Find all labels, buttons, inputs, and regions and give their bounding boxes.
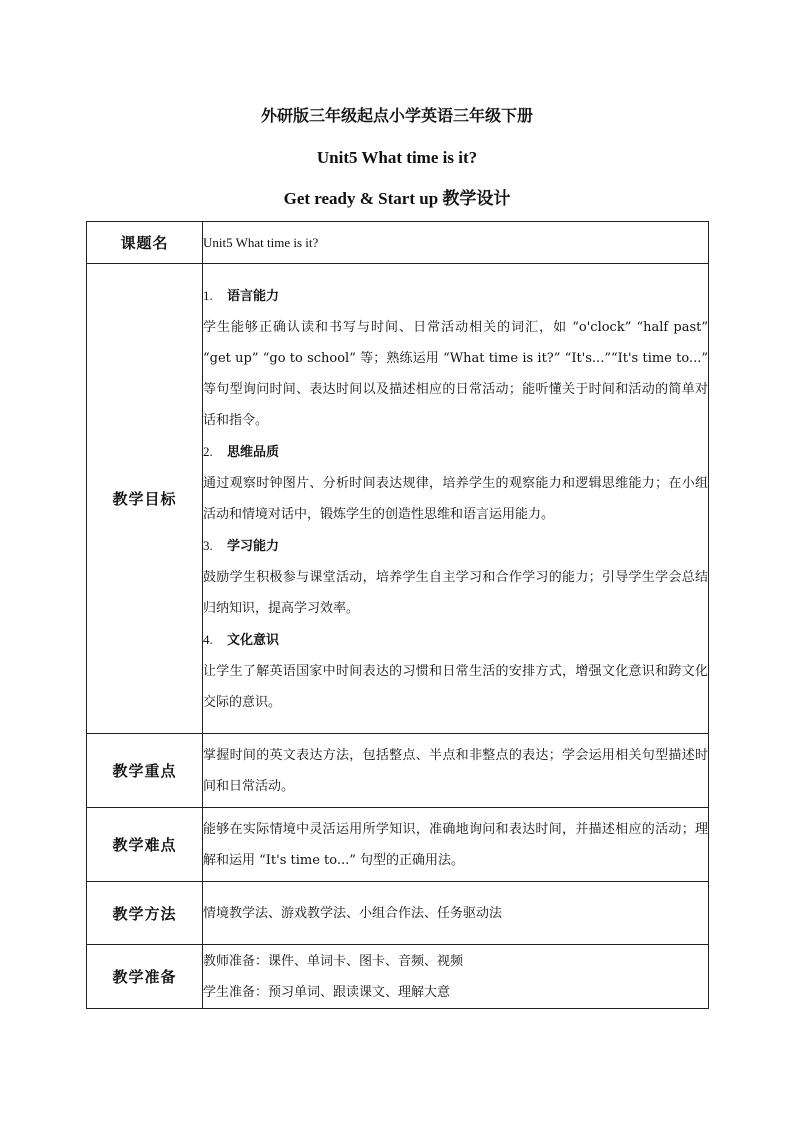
objective-3-text: 鼓励学生积极参与课堂活动，培养学生自主学习和合作学习的能力；引导学生学会总结归纳知识，提高学习效率。 — [203, 569, 708, 616]
objective-4-heading — [203, 624, 708, 656]
methods-row — [87, 882, 709, 945]
teacher-preparation: 教师准备：课件、单词卡、图卡、音频、视频 — [203, 953, 464, 969]
lesson-subtitle: Get ready & Start up 教学设计 — [283, 189, 511, 208]
student-preparation: 学生准备：预习单词、跟读课文、理解大意 — [203, 984, 451, 1000]
lesson-plan-table — [86, 221, 709, 1009]
objective-1-number: 1. — [203, 287, 213, 303]
preparation-content — [203, 945, 709, 1009]
objective-3-heading — [203, 530, 708, 562]
objective-3-number: 3. — [203, 537, 213, 553]
methods-header: 教学方法 — [87, 882, 203, 945]
difficulties-header: 教学难点 — [87, 808, 203, 882]
key-points-text: 掌握时间的英文表达方法，包括整点、半点和非整点的表达；学会运用相关句型描述时间和日常活动。 — [203, 734, 709, 808]
objective-4-title: 文化意识 — [227, 632, 280, 648]
objective-2-title: 思维品质 — [227, 444, 280, 460]
objective-2-number: 2. — [203, 443, 213, 459]
objective-4-text: 让学生了解英语国家中时间表达的习惯和日常生活的安排方式，增强文化意识和跨文化交际的意识。 — [203, 663, 708, 710]
objective-2-text: 通过观察时钟图片、分析时间表达规律，培养学生的观察能力和逻辑思维能力；在小组活动和情境对话中，锻炼学生的创造性思维和语言运用能力。 — [203, 475, 708, 522]
preparation-row — [87, 945, 709, 1009]
objective-4-number: 4. — [203, 631, 213, 647]
difficulties-row — [87, 808, 709, 882]
preparation-header: 教学准备 — [87, 945, 203, 1009]
document-title: 外研版三年级起点小学英语三年级下册 — [260, 106, 533, 125]
methods-text: 情境教学法、游戏教学法、小组合作法、任务驱动法 — [203, 882, 709, 945]
key-points-header: 教学重点 — [87, 734, 203, 808]
objective-1-title: 语言能力 — [227, 288, 280, 304]
objective-1-heading — [203, 280, 708, 312]
key-points-row — [87, 734, 709, 808]
topic-header: 课题名 — [87, 222, 203, 264]
objective-1-text: 学生能够正确认读和书写与时间、日常活动相关的词汇，如 “o'clock” “half past” “get up” “go to school” 等；熟练运用 “What time is it?” “It's...”“It's time to...” 等句型询问时间、表达时间以及描述相应的日常活动；能听懂关于时间和活动的简单对话和指令。 — [203, 319, 708, 428]
topic-row — [87, 222, 709, 264]
objectives-header: 教学目标 — [87, 264, 203, 734]
objective-2-heading — [203, 436, 708, 468]
objective-3-title: 学习能力 — [227, 538, 280, 554]
difficulties-text: 能够在实际情境中灵活运用所学知识，准确地询问和表达时间，并描述相应的活动；理解和运用 “It's time to...” 句型的正确用法。 — [203, 808, 709, 882]
unit-title: Unit5 What time is it? — [316, 148, 478, 167]
topic-value: Unit5 What time is it? — [203, 222, 709, 264]
objectives-row — [87, 264, 709, 734]
objectives-content — [203, 264, 709, 734]
